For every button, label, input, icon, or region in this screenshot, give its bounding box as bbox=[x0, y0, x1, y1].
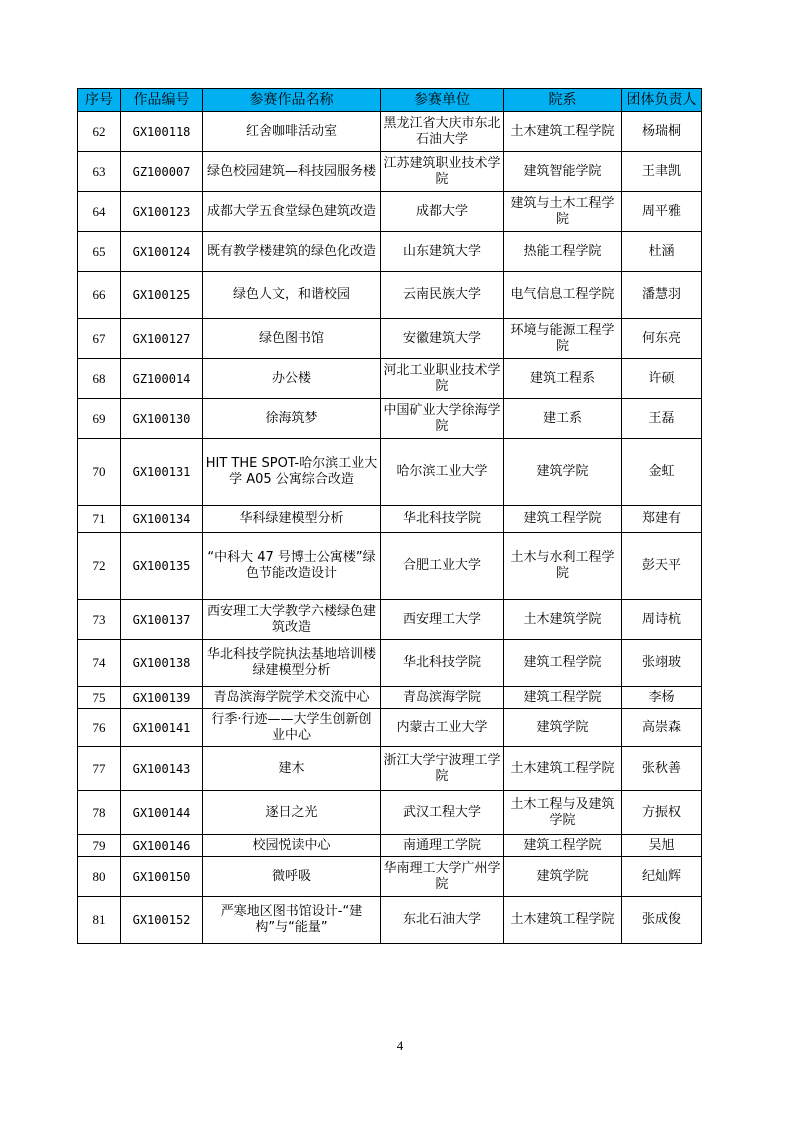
cell-id: GX100143 bbox=[121, 747, 203, 791]
cell-title: “中科大 47 号博士公寓楼”绿色节能改造设计 bbox=[203, 533, 381, 600]
cell-title: 逐日之光 bbox=[203, 791, 381, 835]
cell-no: 81 bbox=[78, 897, 121, 944]
cell-dept: 土木建筑工程学院 bbox=[504, 112, 622, 152]
cell-no: 66 bbox=[78, 272, 121, 319]
header-cell-no: 序号 bbox=[78, 89, 121, 112]
cell-no: 75 bbox=[78, 687, 121, 709]
table-row bbox=[78, 835, 702, 857]
cell-unit: 中国矿业大学徐海学院 bbox=[381, 399, 504, 439]
table-row bbox=[78, 439, 702, 506]
cell-title: 绿色图书馆 bbox=[203, 319, 381, 359]
header-cell-dept: 院系 bbox=[504, 89, 622, 112]
cell-title: HIT THE SPOT-哈尔滨工业大学 A05 公寓综合改造 bbox=[203, 439, 381, 506]
cell-lead: 郑建有 bbox=[622, 506, 702, 533]
cell-dept: 建筑与土木工程学院 bbox=[504, 192, 622, 232]
cell-id: GX100130 bbox=[121, 399, 203, 439]
cell-unit: 华北科技学院 bbox=[381, 506, 504, 533]
cell-title: 华科绿建模型分析 bbox=[203, 506, 381, 533]
cell-dept: 土木建筑工程学院 bbox=[504, 897, 622, 944]
cell-no: 71 bbox=[78, 506, 121, 533]
table-row bbox=[78, 600, 702, 640]
cell-no: 76 bbox=[78, 709, 121, 747]
cell-no: 78 bbox=[78, 791, 121, 835]
page-number: 4 bbox=[396, 1038, 404, 1053]
cell-dept: 建筑学院 bbox=[504, 709, 622, 747]
cell-title: 徐海筑梦 bbox=[203, 399, 381, 439]
cell-title: 微呼吸 bbox=[203, 857, 381, 897]
cell-id: GZ100007 bbox=[121, 152, 203, 192]
header-cell-unit: 参赛单位 bbox=[381, 89, 504, 112]
cell-lead: 何东亮 bbox=[622, 319, 702, 359]
cell-id: GX100150 bbox=[121, 857, 203, 897]
table-row bbox=[78, 319, 702, 359]
cell-title: 红舍咖啡活动室 bbox=[203, 112, 381, 152]
cell-dept: 建筑工程学院 bbox=[504, 506, 622, 533]
cell-lead: 方振权 bbox=[622, 791, 702, 835]
cell-unit: 浙江大学宁波理工学院 bbox=[381, 747, 504, 791]
cell-unit: 武汉工程大学 bbox=[381, 791, 504, 835]
cell-unit: 江苏建筑职业技术学院 bbox=[381, 152, 504, 192]
cell-unit: 黑龙江省大庆市东北石油大学 bbox=[381, 112, 504, 152]
cell-lead: 彭天平 bbox=[622, 533, 702, 600]
cell-lead: 杨瑞桐 bbox=[622, 112, 702, 152]
cell-lead: 纪灿辉 bbox=[622, 857, 702, 897]
cell-no: 68 bbox=[78, 359, 121, 399]
cell-id: GX100139 bbox=[121, 687, 203, 709]
cell-unit: 云南民族大学 bbox=[381, 272, 504, 319]
cell-lead: 王磊 bbox=[622, 399, 702, 439]
cell-dept: 土木建筑学院 bbox=[504, 600, 622, 640]
cell-dept: 土木建筑工程学院 bbox=[504, 747, 622, 791]
cell-lead: 李杨 bbox=[622, 687, 702, 709]
table-row bbox=[78, 747, 702, 791]
table-header bbox=[78, 89, 702, 112]
cell-dept: 热能工程学院 bbox=[504, 232, 622, 272]
cell-no: 73 bbox=[78, 600, 121, 640]
header-cell-id: 作品编号 bbox=[121, 89, 203, 112]
cell-no: 72 bbox=[78, 533, 121, 600]
cell-title: 青岛滨海学院学术交流中心 bbox=[203, 687, 381, 709]
cell-id: GX100146 bbox=[121, 835, 203, 857]
cell-unit: 安徽建筑大学 bbox=[381, 319, 504, 359]
cell-dept: 土木与水利工程学院 bbox=[504, 533, 622, 600]
cell-unit: 河北工业职业技术学院 bbox=[381, 359, 504, 399]
cell-title: 既有教学楼建筑的绿色化改造 bbox=[203, 232, 381, 272]
table-row bbox=[78, 533, 702, 600]
cell-lead: 杜涵 bbox=[622, 232, 702, 272]
cell-title: 严寒地区图书馆设计-“建构”与“能量” bbox=[203, 897, 381, 944]
table-row bbox=[78, 272, 702, 319]
table-row bbox=[78, 640, 702, 687]
cell-no: 65 bbox=[78, 232, 121, 272]
cell-id: GX100135 bbox=[121, 533, 203, 600]
cell-id: GX100131 bbox=[121, 439, 203, 506]
cell-lead: 潘慧羽 bbox=[622, 272, 702, 319]
cell-dept: 建筑智能学院 bbox=[504, 152, 622, 192]
cell-no: 77 bbox=[78, 747, 121, 791]
cell-unit: 南通理工学院 bbox=[381, 835, 504, 857]
header-row bbox=[78, 89, 702, 112]
cell-unit: 成都大学 bbox=[381, 192, 504, 232]
table-row bbox=[78, 399, 702, 439]
table-row bbox=[78, 506, 702, 533]
cell-lead: 许硕 bbox=[622, 359, 702, 399]
cell-unit: 西安理工大学 bbox=[381, 600, 504, 640]
cell-id: GX100124 bbox=[121, 232, 203, 272]
cell-title: 西安理工大学教学六楼绿色建筑改造 bbox=[203, 600, 381, 640]
cell-lead: 高崇森 bbox=[622, 709, 702, 747]
cell-no: 62 bbox=[78, 112, 121, 152]
cell-title: 华北科技学院执法基地培训楼绿建模型分析 bbox=[203, 640, 381, 687]
cell-lead: 金虹 bbox=[622, 439, 702, 506]
cell-title: 校园悦读中心 bbox=[203, 835, 381, 857]
cell-id: GX100125 bbox=[121, 272, 203, 319]
cell-id: GX100138 bbox=[121, 640, 203, 687]
cell-lead: 周平雅 bbox=[622, 192, 702, 232]
cell-no: 74 bbox=[78, 640, 121, 687]
cell-lead: 王聿凯 bbox=[622, 152, 702, 192]
cell-unit: 山东建筑大学 bbox=[381, 232, 504, 272]
cell-title: 绿色校园建筑—科技园服务楼 bbox=[203, 152, 381, 192]
table-row bbox=[78, 192, 702, 232]
cell-unit: 内蒙古工业大学 bbox=[381, 709, 504, 747]
cell-no: 63 bbox=[78, 152, 121, 192]
cell-title: 办公楼 bbox=[203, 359, 381, 399]
cell-dept: 建筑工程学院 bbox=[504, 640, 622, 687]
cell-no: 70 bbox=[78, 439, 121, 506]
cell-id: GX100141 bbox=[121, 709, 203, 747]
cell-dept: 土木工程与及建筑学院 bbox=[504, 791, 622, 835]
cell-id: GZ100014 bbox=[121, 359, 203, 399]
cell-dept: 电气信息工程学院 bbox=[504, 272, 622, 319]
cell-lead: 周诗杭 bbox=[622, 600, 702, 640]
cell-unit: 合肥工业大学 bbox=[381, 533, 504, 600]
cell-unit: 华南理工大学广州学院 bbox=[381, 857, 504, 897]
table-row bbox=[78, 359, 702, 399]
table-row bbox=[78, 709, 702, 747]
cell-dept: 建筑工程学院 bbox=[504, 835, 622, 857]
table-row bbox=[78, 152, 702, 192]
cell-dept: 建筑工程学院 bbox=[504, 687, 622, 709]
cell-lead: 张翊玻 bbox=[622, 640, 702, 687]
cell-unit: 哈尔滨工业大学 bbox=[381, 439, 504, 506]
cell-no: 80 bbox=[78, 857, 121, 897]
cell-dept: 建筑工程系 bbox=[504, 359, 622, 399]
cell-unit: 青岛滨海学院 bbox=[381, 687, 504, 709]
cell-title: 绿色人文，和谐校园 bbox=[203, 272, 381, 319]
cell-title: 建木 bbox=[203, 747, 381, 791]
cell-dept: 环境与能源工程学院 bbox=[504, 319, 622, 359]
cell-unit: 华北科技学院 bbox=[381, 640, 504, 687]
table-row bbox=[78, 112, 702, 152]
cell-id: GX100118 bbox=[121, 112, 203, 152]
cell-dept: 建筑学院 bbox=[504, 439, 622, 506]
cell-lead: 吴旭 bbox=[622, 835, 702, 857]
cell-id: GX100127 bbox=[121, 319, 203, 359]
cell-title: 成都大学五食堂绿色建筑改造 bbox=[203, 192, 381, 232]
cell-no: 79 bbox=[78, 835, 121, 857]
cell-id: GX100137 bbox=[121, 600, 203, 640]
cell-lead: 张秋善 bbox=[622, 747, 702, 791]
table-row bbox=[78, 232, 702, 272]
cell-title: 行季·行迹——大学生创新创业中心 bbox=[203, 709, 381, 747]
table-row bbox=[78, 791, 702, 835]
cell-no: 69 bbox=[78, 399, 121, 439]
cell-id: GX100152 bbox=[121, 897, 203, 944]
cell-unit: 东北石油大学 bbox=[381, 897, 504, 944]
cell-dept: 建工系 bbox=[504, 399, 622, 439]
header-cell-lead: 团体负责人 bbox=[622, 89, 702, 112]
cell-lead: 张成俊 bbox=[622, 897, 702, 944]
cell-id: GX100123 bbox=[121, 192, 203, 232]
cell-id: GX100134 bbox=[121, 506, 203, 533]
cell-dept: 建筑学院 bbox=[504, 857, 622, 897]
table-row bbox=[78, 897, 702, 944]
cell-no: 67 bbox=[78, 319, 121, 359]
table-body bbox=[78, 112, 702, 944]
table-row bbox=[78, 687, 702, 709]
header-cell-title: 参赛作品名称 bbox=[203, 89, 381, 112]
awards-table bbox=[77, 88, 702, 944]
cell-id: GX100144 bbox=[121, 791, 203, 835]
cell-no: 64 bbox=[78, 192, 121, 232]
table-row bbox=[78, 857, 702, 897]
